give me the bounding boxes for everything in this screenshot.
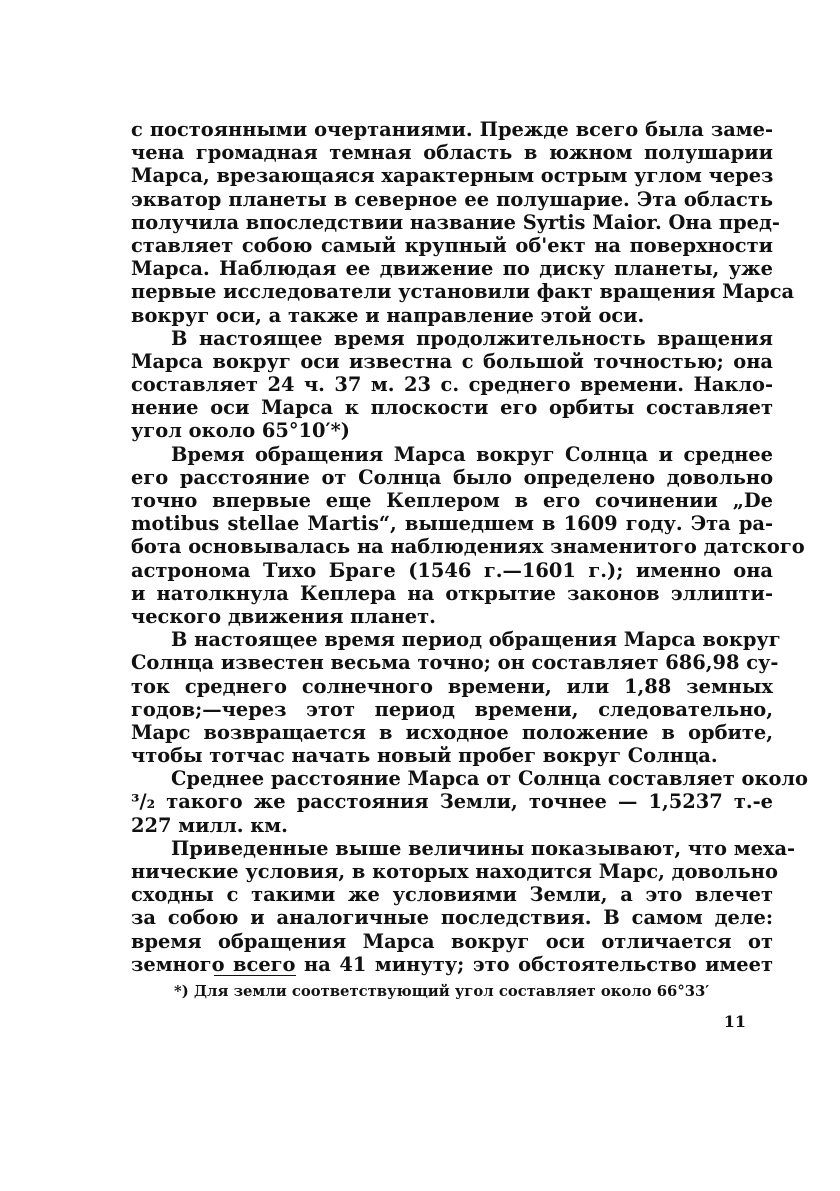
paragraph — [131, 836, 796, 976]
text-line: получила впоследствии название Syrtis Maior. Она пред- — [131, 210, 780, 234]
text-line: время обращения Марса вокруг оси отличается от — [131, 929, 773, 953]
text-line: земного всего на 41 минуту; это обстоятельство имеет — [131, 952, 773, 976]
text-line: Среднее расстояние Марса от Солнца составляет около — [171, 767, 808, 791]
text-line: Марса, врезающаяся характерным острым углом через — [131, 164, 774, 188]
paragraph — [131, 118, 795, 327]
text-line: В настоящее время продолжительность вращения — [171, 326, 773, 350]
text-line: угол около 65°10′*) — [131, 419, 350, 443]
text-line: Приведенные выше величины показывают, что меха- — [171, 836, 796, 860]
text-line: астронома Тихо Браге (1546 г.—1601 г.); именно она — [131, 558, 773, 582]
text-line: ческого движения планет. — [131, 604, 436, 628]
text-line: Марс возвращается в исходное положение в орбите, — [131, 720, 773, 744]
paragraph — [131, 628, 781, 768]
text-line: ставляет собою самый крупный об'ект на поверхности — [131, 233, 773, 257]
text-line: 227 милл. км. — [131, 813, 288, 837]
text-line: Марса вокруг оси известна с большой точностью; она — [131, 349, 773, 373]
text-line: экватор планеты в северное ее полушарие. Эта область — [131, 187, 773, 211]
text-line: составляет 24 ч. 37 м. 23 с. среднего времени. Накло- — [131, 373, 773, 397]
text-line: точно впервые еще Кеплером в его сочинении „De — [131, 489, 773, 512]
text-line: с постоянными очертаниями. Прежде всего была заме- — [131, 118, 773, 141]
text-line: Марса. Наблюдая ее движение по диску планеты, уже — [131, 257, 773, 281]
text-line: нические условия, в которых находится Марс, довольно — [131, 860, 778, 883]
text-line: ток среднего солнечного времени, или 1,88 земных — [131, 674, 773, 698]
paragraph — [131, 327, 773, 443]
text-line: сходны с такими же условиями Земли, а это влечет — [131, 883, 773, 907]
text-line: Время обращения Марса вокруг Солнца и среднее — [171, 442, 773, 466]
text-line: первые исследователи установили факт вращения Марса — [131, 280, 795, 304]
footnote: *) Для земли соответствующий угол составляет около 66°33′ — [174, 983, 710, 1000]
text-line: вокруг оси, а также и направление этой оси. — [131, 303, 645, 327]
paragraph — [131, 442, 805, 629]
text-line: годов;—через этот период времени, следовательно, — [131, 697, 773, 721]
text-line: ³/₂ такого же расстояния Земли, точнее — 1,5237 т.-е — [131, 790, 773, 814]
text-line: за собою и аналогичные последствия. В самом деле: — [131, 906, 773, 930]
text-line: Солнца известен весьма точно; он составляет 686,98 су- — [131, 651, 779, 675]
text-line: и натолкнула Кеплера на открытие законов эллипти- — [131, 581, 773, 605]
text-line: motibus stellae Martis“, вышедшем в 1609 году. Эта ра- — [131, 512, 773, 536]
text-line: бота основывалась на наблюдениях знаменитого датского — [131, 535, 805, 559]
text-line: В настоящее время период обращения Марса вокруг — [171, 628, 781, 652]
page-number: 11 — [723, 1012, 746, 1031]
text-line: его расстояние от Солнца было определено довольно — [131, 465, 773, 489]
footnote-divider — [214, 975, 296, 976]
text-line: чтобы тотчас начать новый пробег вокруг Солнца. — [131, 744, 718, 768]
paragraph — [131, 767, 808, 837]
text-line: чена громадная темная область в южном полушарии — [131, 141, 773, 165]
text-line: нение оси Марса к плоскости его орбиты составляет — [131, 396, 773, 420]
body-text — [131, 118, 808, 976]
